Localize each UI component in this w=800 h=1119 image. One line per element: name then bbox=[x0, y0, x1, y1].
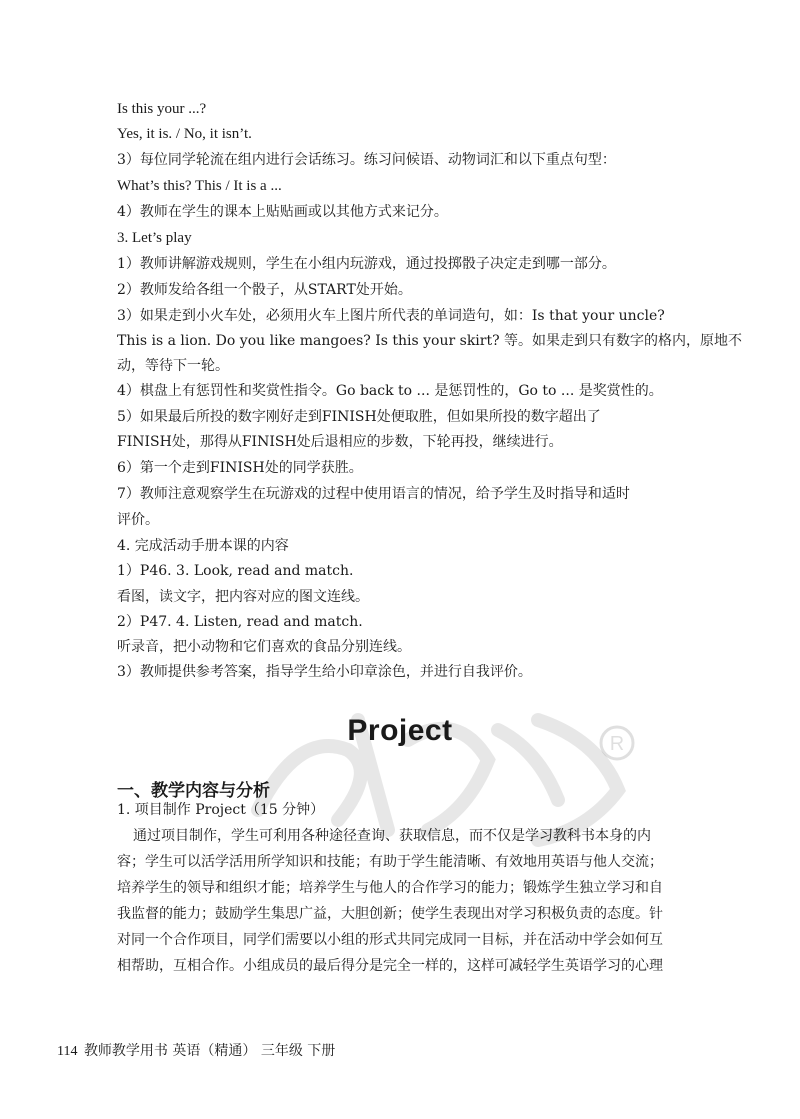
text-line: This is a lion. Do you like mangoes? Is this your skirt? 等。如果走到只有数字的格内，原地不 bbox=[117, 333, 743, 349]
book-title: 教师教学用书 英语（精通） 三年级 下册 bbox=[83, 1043, 336, 1059]
paragraph-line: 对同一个合作项目，同学们需要以小组的形式共同完成同一目标，并在活动中学会如何互 bbox=[117, 932, 663, 948]
text-line: 看图，读文字，把内容对应的图文连线。 bbox=[117, 589, 369, 605]
text-line: Yes, it is. / No, it isn’t. bbox=[117, 126, 252, 142]
text-line: 1）P46. 3. Look, read and match. bbox=[117, 563, 354, 579]
text-line: 3. Let’s play bbox=[117, 230, 192, 246]
paragraph-line: 相帮助，互相合作。小组成员的最后得分是完全一样的，这样可减轻学生英语学习的心理 bbox=[117, 958, 663, 974]
page-number: 114 bbox=[57, 1044, 78, 1059]
text-line: 评价。 bbox=[117, 512, 159, 528]
text-line: 3）如果走到小火车处，必须用火车上图片所代表的单词造句，如：Is that your uncle? bbox=[117, 308, 665, 324]
page-footer bbox=[57, 1040, 335, 1060]
paragraph-line: 容；学生可以活学活用所学知识和技能；有助于学生能清晰、有效地用英语与他人交流； bbox=[117, 854, 663, 870]
text-line: 动，等待下一轮。 bbox=[117, 358, 229, 374]
text-line: FINISH处，那得从FINISH处后退相应的步数，下轮再投，继续进行。 bbox=[117, 434, 563, 450]
paragraph-line: 培养学生的领导和组织才能；培养学生与他人的合作学习的能力；锻炼学生独立学习和自 bbox=[117, 880, 663, 896]
text-line: 5）如果最后所投的数字刚好走到FINISH处便取胜，但如果所投的数字超出了 bbox=[117, 409, 601, 425]
text-line: 7）教师注意观察学生在玩游戏的过程中使用语言的情况，给予学生及时指导和适时 bbox=[117, 486, 630, 502]
text-line: 4）棋盘上有惩罚性和奖赏性指令。Go back to ... 是惩罚性的，Go to ... 是奖赏性的。 bbox=[117, 383, 663, 399]
text-line: 4）教师在学生的课本上贴贴画或以其他方式来记分。 bbox=[117, 204, 448, 220]
text-line: 2）P47. 4. Listen, read and match. bbox=[117, 614, 363, 630]
section-heading: 一、教学内容与分析 bbox=[117, 781, 270, 801]
paragraph-line: 我监督的能力；鼓励学生集思广益，大胆创新；使学生表现出对学习积极负责的态度。针 bbox=[117, 906, 663, 922]
page-title: Project bbox=[347, 714, 453, 747]
text-line: What’s this? This / It is a ... bbox=[117, 178, 282, 194]
text-line: Is this your ...? bbox=[117, 101, 207, 117]
text-line: 2）教师发给各组一个骰子，从START处开始。 bbox=[117, 282, 412, 298]
text-line: 3）每位同学轮流在组内进行会话练习。练习问候语、动物词汇和以下重点句型： bbox=[117, 152, 616, 168]
text-line: 1）教师讲解游戏规则，学生在小组内玩游戏，通过投掷骰子决定走到哪一部分。 bbox=[117, 256, 616, 272]
paragraph-line: 通过项目制作，学生可利用各种途径查询、获取信息，而不仅是学习教科书本身的内 bbox=[133, 828, 651, 844]
text-line: 3）教师提供参考答案，指导学生给小印章涂色，并进行自我评价。 bbox=[117, 664, 532, 680]
text-line: 4. 完成活动手册本课的内容 bbox=[117, 538, 289, 554]
svg-text:R: R bbox=[609, 733, 625, 755]
text-line: 听录音，把小动物和它们喜欢的食品分别连线。 bbox=[117, 639, 411, 655]
subsection-heading: 1. 项目制作 Project（15 分钟） bbox=[117, 802, 325, 818]
text-line: 6）第一个走到FINISH处的同学获胜。 bbox=[117, 460, 363, 476]
